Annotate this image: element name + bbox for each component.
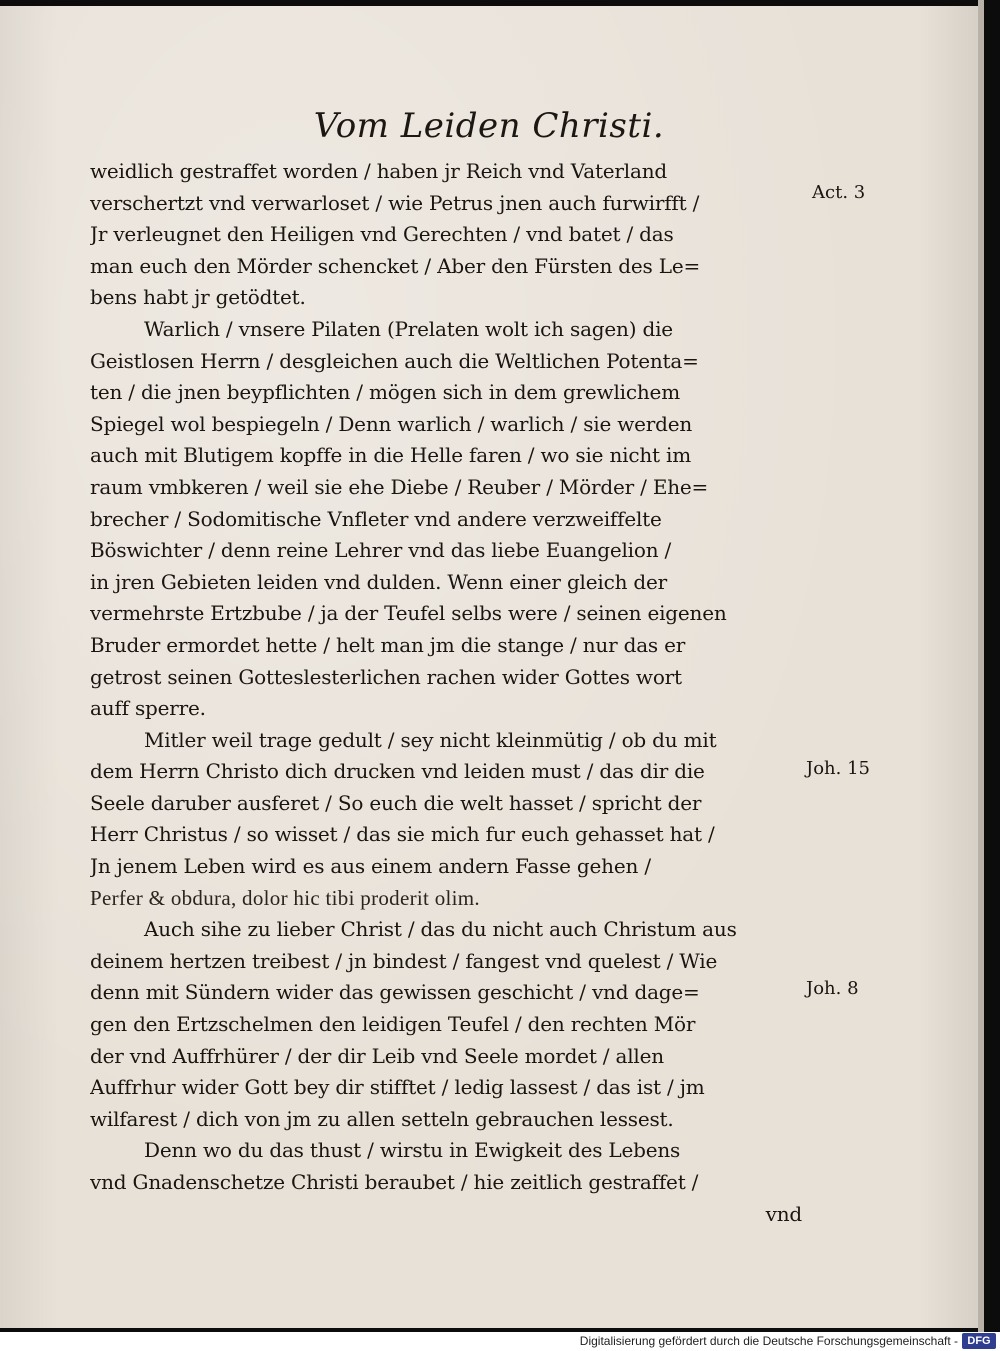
text-line: auch mit Blutigem kopffe in die Helle faren / wo sie nicht im [90, 443, 691, 468]
latin-line: Perfer & obdura, dolor hic tibi proderit olim. [90, 885, 480, 910]
text-line: weidlich gestraffet worden / haben jr Reich vnd Vaterland [90, 159, 667, 183]
body-text [90, 156, 802, 1230]
text-line: in jren Gebieten leiden vnd dulden. Wenn einer gleich der [90, 569, 668, 594]
funding-credit: Digitalisierung gefördert durch die Deutsche Forschungsgemeinschaft - [579, 1334, 958, 1348]
text-line: denn mit Sündern wider das gewissen geschicht / vnd dage= [90, 980, 700, 1005]
text-line: vnd Gnadenschetze Christi beraubet / hie zeitlich gestraffet / [90, 1170, 699, 1194]
text-line: gen den Ertzschelmen den leidigen Teufel / den rechten Mör [90, 1012, 696, 1037]
page-header: Vom Leiden Christi. [313, 106, 665, 146]
text-line: der vnd Auffrhürer / der dir Leib vnd Seele mordet / allen [90, 1043, 664, 1068]
text-line: Warlich / vnsere Pilaten (Prelaten wolt ich sagen) die [144, 316, 673, 341]
text-line: wilfarest / dich von jm zu allen setteln gebrauchen lessest. [90, 1106, 674, 1131]
text-line: raum vmbkeren / weil sie ehe Diebe / Reuber / Mörder / Ehe= [90, 474, 709, 499]
book-page [0, 6, 978, 1328]
text-line: Jn jenem Leben wird es aus einem andern Fasse gehen / [90, 854, 651, 879]
text-line: Geistlosen Herrn / desgleichen auch die Weltlichen Potenta= [90, 348, 699, 373]
text-line: brecher / Sodomitische Vnfleter vnd andere verzweiffelte [90, 506, 662, 531]
catchword: vnd [765, 1201, 802, 1226]
margin-note: Act. 3 [812, 182, 866, 203]
text-line: Denn wo du das thust / wirstu in Ewigkeit des Lebens [144, 1138, 681, 1163]
text-line: Auffrhur wider Gott bey dir stifftet / ledig lassest / das ist / jm [90, 1075, 705, 1100]
text-line: bens habt jr getödtet. [90, 285, 306, 310]
dfg-logo: DFG [962, 1333, 996, 1349]
margin-note: Joh. 8 [806, 978, 859, 999]
text-line: man euch den Mörder schencket / Aber den Fürsten des Le= [90, 253, 701, 278]
page-edge [978, 0, 984, 1332]
text-line: Auch sihe zu lieber Christ / das du nicht auch Christum aus [144, 917, 737, 942]
text-line: Bruder ermordet hette / helt man jm die stange / nur das er [90, 632, 686, 657]
text-line: ten / die jnen beypflichten / mögen sich in dem grewlichem [90, 380, 680, 405]
footer-bar [0, 1332, 1000, 1351]
text-line: Herr Christus / so wisset / das sie mich fur euch gehasset hat / [90, 822, 715, 847]
text-line: Seele daruber ausferet / So euch die welt hasset / spricht der [90, 790, 702, 815]
text-line: verschertzt vnd verwarloset / wie Petrus jnen auch furwirfft / [90, 190, 700, 215]
text-line: deinem hertzen treibest / jn bindest / fangest vnd quelest / Wie [90, 948, 718, 973]
text-line: Böswichter / denn reine Lehrer vnd das liebe Euangelion / [90, 538, 672, 563]
text-line: auff sperre. [90, 696, 206, 721]
text-line: vermehrste Ertzbube / ja der Teufel selbs were / seinen eigenen [90, 601, 727, 626]
text-line: dem Herrn Christo dich drucken vnd leiden must / das dir die [90, 759, 705, 784]
text-line: getrost seinen Gotteslesterlichen rachen wider Gottes wort [90, 664, 682, 689]
text-line: Jr verleugnet den Heiligen vnd Gerechten / vnd batet / das [90, 222, 674, 247]
text-line: Spiegel wol bespiegeln / Denn warlich / warlich / sie werden [90, 411, 693, 436]
text-line: Mitler weil trage gedult / sey nicht kleinmütig / ob du mit [144, 727, 717, 752]
margin-note: Joh. 15 [806, 758, 870, 779]
